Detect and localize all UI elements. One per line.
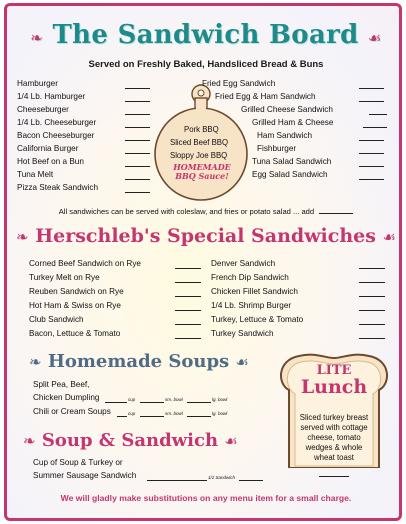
bbq-item: Sloppy Joe BBQ [170, 151, 228, 160]
price-blank [175, 296, 201, 297]
soup-item: Chicken Dumpling [33, 393, 100, 402]
price-blank [359, 140, 384, 141]
bbq-item: Pork BBQ [184, 125, 219, 134]
size-label: cup [128, 411, 136, 416]
flourish-left-icon: ❧ [30, 29, 44, 47]
menu-item: California Burger [17, 144, 79, 153]
substitution-note: We will gladly make substitutions on any menu item for a small charge. [60, 493, 352, 503]
menu-item: Pizza Steak Sandwich [17, 183, 99, 192]
flourish-right-icon: ☙ [235, 353, 249, 371]
price-blank [140, 416, 164, 417]
price-blank [359, 101, 384, 102]
flourish-right-icon: ☙ [382, 228, 397, 246]
menu-item: Bacon Cheeseburger [17, 131, 95, 140]
price-blank [359, 166, 384, 167]
menu-item: Club Sandwich [29, 315, 84, 324]
sides-note-text: All sandwiches can be served with coleslaw, and fries or potato salad ... add [58, 207, 315, 216]
price-blank [105, 402, 127, 403]
flourish-left-icon: ❧ [29, 353, 42, 371]
price-blank [239, 480, 263, 481]
price-blank [359, 268, 385, 269]
price-blank [359, 324, 385, 325]
menu-item: Turkey Sandwich [211, 329, 274, 338]
bbq-tagline: HOMEMADE BBQ Sauce! [173, 162, 231, 181]
price-blank [117, 416, 127, 417]
menu-item: 1/4 Lb. Shrimp Burger [211, 301, 292, 310]
price-blank [187, 402, 211, 403]
size-label: lg. bowl [212, 411, 228, 416]
sides-note [7, 207, 402, 216]
price-blank [175, 324, 201, 325]
price-blank [125, 114, 150, 115]
bbq-item: Sliced Beef BBQ [170, 138, 229, 147]
menu-item: Reuben Sandwich on Rye [29, 287, 124, 296]
price-blank [175, 338, 201, 339]
menu-page [4, 3, 402, 521]
price-blank [175, 268, 201, 269]
menu-title-text: The Sandwich Board [52, 20, 359, 50]
menu-subtitle: Served on Freshly Baked, Handsliced Bread & Buns [88, 59, 324, 70]
menu-item: Grilled Cheese Sandwich [241, 105, 333, 114]
soups-heading-text: Homemade Soups [47, 351, 230, 372]
menu-item: Fried Egg & Ham Sandwich [215, 92, 316, 101]
price-blank [363, 127, 387, 128]
price-blank [140, 402, 164, 403]
lite-description: Sliced turkey breast served with cottage cheese, tomato wedges & whole wheat toast [299, 413, 369, 462]
price-blank [125, 127, 150, 128]
menu-item: Fishburger [257, 144, 297, 153]
size-label: lg. bowl [212, 397, 228, 402]
price-blank [175, 282, 201, 283]
price-blank [187, 416, 211, 417]
special-heading-text: Herschleb's Special Sandwiches [35, 225, 376, 247]
menu-item: 1/4 Lb. Hamburger [17, 92, 86, 101]
size-label: 1/2 Sandwich [208, 475, 236, 480]
menu-item: 1/4 Lb. Cheeseburger [17, 118, 97, 127]
menu-title [7, 20, 402, 50]
flourish-right-icon: ☙ [224, 432, 238, 450]
menu-item: Tuna Melt [17, 170, 54, 179]
price-blank [175, 310, 201, 311]
menu-item: French Dip Sandwich [211, 273, 289, 282]
menu-item: Cheeseburger [17, 105, 69, 114]
flourish-left-icon: ❧ [15, 228, 29, 246]
size-label: sm. bowl [165, 397, 183, 402]
menu-item: Hamburger [17, 79, 58, 88]
menu-item: Grilled Ham & Cheese [252, 118, 334, 127]
menu-item: Hot Ham & Swiss on Rye [29, 301, 121, 310]
price-blank [359, 282, 385, 283]
special-heading [7, 225, 402, 247]
soup-item: Chili or Cream Soups [33, 407, 111, 416]
soup-sandwich-heading-text: Soup & Sandwich [41, 430, 219, 451]
menu-item: Chicken Fillet Sandwich [211, 287, 298, 296]
lite-heading-bottom: Lunch [300, 376, 368, 398]
soups-heading [29, 351, 249, 372]
size-label: cup [128, 397, 136, 402]
price-blank [125, 140, 150, 141]
soup-item: Split Pea, Beef, [33, 380, 90, 389]
menu-item: Ham Sandwich [257, 131, 313, 140]
price-blank [359, 338, 385, 339]
menu-item: Bacon, Lettuce & Tomato [29, 329, 121, 338]
price-blank [125, 101, 150, 102]
menu-item: Egg Salad Sandwich [252, 170, 328, 179]
price-blank [319, 213, 353, 214]
price-blank [125, 88, 150, 89]
price-blank [359, 310, 385, 311]
flourish-right-icon: ☙ [367, 29, 382, 47]
soup-sandwich-line: Summer Sausage Sandwich [33, 471, 137, 480]
price-blank [319, 476, 349, 477]
price-blank [359, 88, 384, 89]
price-blank [369, 114, 387, 115]
price-blank [125, 192, 150, 193]
lite-lunch-card [275, 350, 393, 468]
menu-item: Hot Beef on a Bun [17, 157, 84, 166]
menu-item: Corned Beef Sandwich on Rye [29, 259, 141, 268]
menu-item: Turkey, Lettuce & Tomato [211, 315, 304, 324]
price-blank [147, 480, 207, 481]
price-blank [125, 179, 150, 180]
price-blank [359, 296, 385, 297]
menu-item: Turkey Melt on Rye [29, 273, 100, 282]
price-blank [125, 166, 150, 167]
flourish-left-icon: ❧ [23, 432, 36, 450]
menu-item: Fried Egg Sandwich [202, 79, 276, 88]
soup-sandwich-line: Cup of Soup & Turkey or [33, 458, 123, 467]
menu-item: Denver Sandwich [211, 259, 276, 268]
lite-heading-top: LITE [316, 363, 352, 378]
soup-sandwich-heading [23, 430, 238, 451]
price-blank [359, 179, 384, 180]
size-label: sm. bowl [165, 411, 183, 416]
price-blank [125, 153, 150, 154]
price-blank [359, 153, 384, 154]
menu-item: Tuna Salad Sandwich [252, 157, 332, 166]
